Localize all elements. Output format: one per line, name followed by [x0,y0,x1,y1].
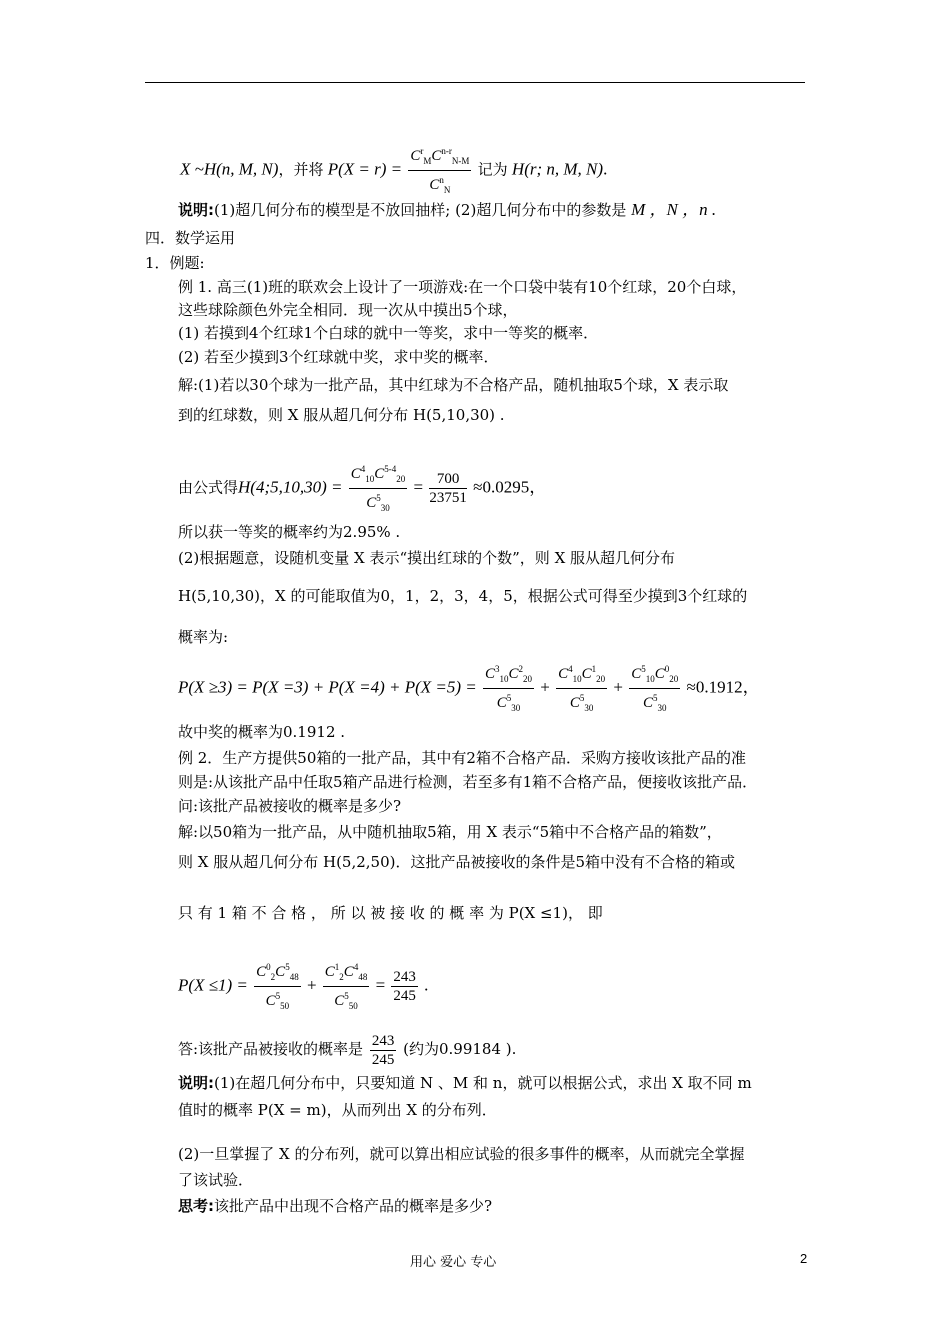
example-2-line-2: 则是:从该批产品中任取5箱产品进行检测，若至多有1箱不合格产品，便接收该批产品． [178,773,758,791]
solution-2-line-2: H(5,10,30)，X 的可能取值为0，1，2，3，4，5，根据公式可得至少摸到3个红球的 [178,587,748,605]
solution-1-line-1: 解:(1)若以30个球为一批产品，其中红球为不合格产品，随机抽取5个球，X 表示取 [178,376,729,394]
example-1-line-4: (2) 若至少摸到3个红球就中奖，求中奖的概率． [178,348,499,366]
answer-line: 答:该批产品被接收的概率是 $\frac{243}{245}$ (约为0.99184 ). [178,1032,517,1068]
note-2-line-1: 说明:(1)在超几何分布中，只要知道 N 、M 和 n，就可以根据公式，求出 X 取不同 m [178,1074,752,1092]
note-2-line-2: 值时的概率 P(X = m)，从而列出 X 的分布列． [178,1101,497,1119]
solution-3-line-2: 则 X 服从超几何分布 H(5,2,50)．这批产品被接收的条件是5箱中没有不合格的箱或 [178,853,736,871]
example-1-line-2: 这些球除颜色外完全相同．现一次从中摸出5个球， [178,301,518,319]
think-line: 思考:该批产品中出现不合格产品的概率是多少? [178,1197,493,1215]
note-2-line-3: (2)一旦掌握了 X 的分布列，就可以算出相应试验的很多事件的概率，从而就完全掌握 [178,1145,745,1163]
section-heading: 四．数学运用 [145,229,236,247]
page-number: 2 [800,1251,808,1266]
solution-2-line-1: (2)根据题意，设随机变量 X 表示“摸出红球的个数”，则 X 服从超几何分布 [178,549,676,567]
solution-3-line-3: 只 有 1 箱 不 合 格 ， 所 以 被 接 收 的 概 率 为 P(X ≤1)， 即 [178,904,603,922]
footer-motto: 用心 爱心 专心 [410,1255,497,1270]
solution-1-line-2: 到的红球数，则 X 服从超几何分布 H(5,10,30) . [178,406,505,424]
note-2-line-4: 了该试验． [178,1171,254,1189]
solution-3-formula: P(X ≤1) = $\frac{C^0_2C^5_{48}}{C^5_{50}}$ + $\frac{C^1_2C^4_{48}}{C^5_{50}}$ = $\frac{243}{245}$ . [178,958,428,1015]
solution-3-line-1: 解:以50箱为一批产品，从中随机抽取5箱，用 X 表示“5箱中不合格产品的箱数”， [178,823,722,841]
solution-1-result: 所以获一等奖的概率约为2.95% . [178,523,401,541]
example-2-line-1: 例 2．生产方提供50箱的一批产品，其中有2箱不合格产品．采购方接收该批产品的准 [178,749,746,767]
solution-1-formula: 由公式得H(4;5,10,30) = $\frac{C^4_{10}C^{5-4}_{20}}{C^5_{30}}$ = $\frac{700}{23751}$ ≈0.0295， [178,460,546,517]
example-2-line-3: 问:该批产品被接收的概率是多少? [178,797,402,815]
definition-formula: X ~H(n, M, N)，并将 P(X = r) = $\frac{C^r_MC^{n-r}_{N-M}}{C^n_N}$ 记为 H(r; n, M, N). [180,142,607,199]
examples-heading: 1．例题: [145,254,205,272]
solution-2-result: 故中奖的概率为0.1912 . [178,723,346,741]
example-1-line-1: 例 1. 高三(1)班的联欢会上设计了一项游戏:在一个口袋中装有10个红球，20个白球， [178,278,747,296]
example-1-line-3: (1) 若摸到4个红球1个白球的就中一等奖，求中一等奖的概率． [178,324,599,342]
solution-2-line-3: 概率为: [178,628,229,646]
note-1: 说明:(1)超几何分布的模型是不放回抽样; (2)超几何分布中的参数是 M ，N ，n . [178,200,717,219]
header-rule [145,82,805,83]
solution-2-formula: P(X ≥3) = P(X =3) + P(X =4) + P(X =5) = $\frac{C^3_{10}C^2_{20}}{C^5_{30}}$ + $\frac{C^4_{10}C^1_{20}}{C^5_{30}}$ + $\frac{C^5_{10}C^0_{20}}{C^5_{30}}$ ≈0.1912， [178,660,760,717]
